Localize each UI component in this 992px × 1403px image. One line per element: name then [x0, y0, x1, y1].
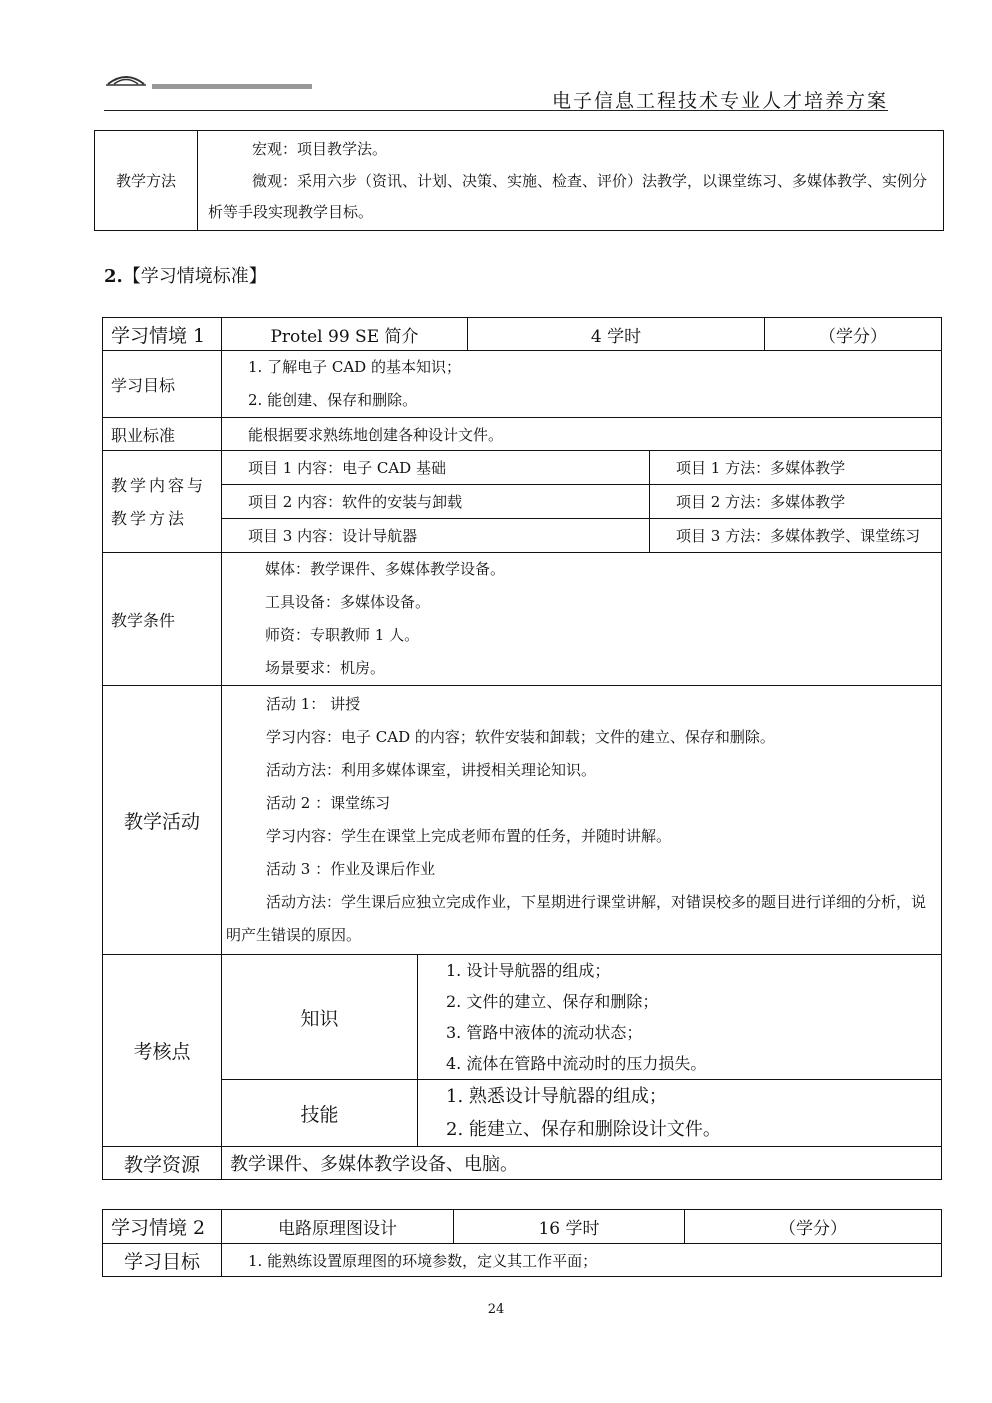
- page-number: 24: [487, 1302, 505, 1317]
- s1-standard-label: 职业标准: [103, 418, 222, 451]
- teaching-method-table: [94, 130, 944, 231]
- s1-condition-item: 媒体：教学课件、多媒体教学设备。: [265, 560, 506, 578]
- s1-goal-item: 2. 能创建、保存和删除。: [248, 391, 418, 409]
- method-macro: 宏观：项目教学法。: [252, 140, 388, 158]
- s1-skill-item: 2. 能建立、保存和删除设计文件。: [446, 1119, 721, 1140]
- s1-resource: 教学课件、多媒体教学设备、电脑。: [222, 1147, 942, 1180]
- s1-item3-method: 项目 3 方法：多媒体教学、课堂练习: [650, 519, 942, 553]
- s1-activity-label: 教学活动: [103, 686, 222, 955]
- s1-hours: 4 学时: [468, 318, 765, 351]
- s1-name: Protel 99 SE 简介: [222, 318, 468, 351]
- header-title: 电子信息工程技术专业人才培养方案: [551, 90, 888, 112]
- s1-knowledge-item: 3. 管路中液体的流动状态；: [446, 1023, 643, 1042]
- s1-credit: （学分）: [765, 318, 942, 351]
- s2-name: 电路原理图设计: [222, 1210, 454, 1244]
- s1-condition-item: 工具设备：多媒体设备。: [265, 593, 431, 611]
- s1-activity-item: 活动 1： 讲授: [266, 695, 361, 713]
- s2-goal-label: 学习目标: [103, 1244, 222, 1277]
- header-rule: [104, 110, 888, 111]
- s1-activity-last: 活动方法：学生课后应独立完成作业，下星期进行课堂讲解，对错误校多的题目进行详细的分析，说明产生错误的原因。: [226, 893, 927, 944]
- section-number: 2.: [104, 266, 123, 287]
- s1-activities: [222, 686, 942, 955]
- s2-label: 学习情境 2: [103, 1210, 222, 1244]
- situation1-table: [102, 317, 942, 1180]
- s1-standard: 能根据要求熟练地创建各种设计文件。: [222, 418, 942, 451]
- s1-condition-label: 教学条件: [103, 553, 222, 686]
- s1-condition-item: 师资：专职教师 1 人。: [265, 626, 420, 644]
- s2-credit: （学分）: [685, 1210, 942, 1244]
- s1-skills: [418, 1080, 942, 1147]
- s1-item2-method: 项目 2 方法：多媒体教学: [650, 485, 942, 519]
- s1-goals: [222, 351, 942, 418]
- s1-activity-item: 学习内容：学生在课堂上完成老师布置的任务，并随时讲解。: [266, 827, 672, 845]
- section-title: 【学习情境标准】: [122, 266, 267, 287]
- s1-label: 学习情境 1: [103, 318, 222, 351]
- situation2-table: [102, 1209, 942, 1277]
- s1-item2-content: 项目 2 内容：软件的安装与卸载: [222, 485, 650, 519]
- s1-knowledge-item: 2. 文件的建立、保存和删除；: [446, 992, 659, 1011]
- s1-goal-item: 1. 了解电子 CAD 的基本知识；: [248, 358, 461, 376]
- s2-goal: 1. 能熟练设置原理图的环境参数，定义其工作平面；: [222, 1244, 942, 1277]
- s1-item1-content: 项目 1 内容：电子 CAD 基础: [222, 451, 650, 485]
- method-label: 教学方法: [95, 131, 198, 231]
- s1-resource-label: 教学资源: [103, 1147, 222, 1180]
- s2-hours: 16 学时: [454, 1210, 685, 1244]
- s1-content-label: 教学内容与教学方法: [103, 451, 222, 553]
- s1-knowledge-item: 1. 设计导航器的组成；: [446, 961, 611, 980]
- s1-goal-label: 学习目标: [103, 351, 222, 418]
- method-content: [198, 131, 944, 231]
- s1-conditions: [222, 553, 942, 686]
- s1-skill-item: 1. 熟悉设计导航器的组成；: [446, 1086, 667, 1107]
- method-micro: 微观：采用六步（资讯、计划、决策、实施、检查、评价）法教学，以课堂练习、多媒体教学、实例分析等手段实现教学目标。: [208, 172, 928, 221]
- s1-knowledge: [418, 955, 942, 1080]
- s1-item1-method: 项目 1 方法：多媒体教学: [650, 451, 942, 485]
- s1-skill-label: 技能: [222, 1080, 418, 1147]
- s1-activity-item: 活动 3 ：作业及课后作业: [266, 860, 436, 878]
- s1-activity-item: 活动方法：利用多媒体课室，讲授相关理论知识。: [266, 761, 597, 779]
- s1-knowledge-item: 4. 流体在管路中流动时的压力损失。: [446, 1054, 707, 1073]
- school-logo: [104, 70, 324, 96]
- s1-condition-item: 场景要求：机房。: [265, 659, 386, 677]
- s1-activity-item: 学习内容：电子 CAD 的内容；软件安装和卸载；文件的建立、保存和删除。: [266, 728, 775, 746]
- s1-knowledge-label: 知识: [222, 955, 418, 1080]
- s1-activity-item: 活动 2 ：课堂练习: [266, 794, 391, 812]
- section-heading: [104, 262, 267, 288]
- s1-item3-content: 项目 3 内容：设计导航器: [222, 519, 650, 553]
- s1-assess-label: 考核点: [103, 955, 222, 1147]
